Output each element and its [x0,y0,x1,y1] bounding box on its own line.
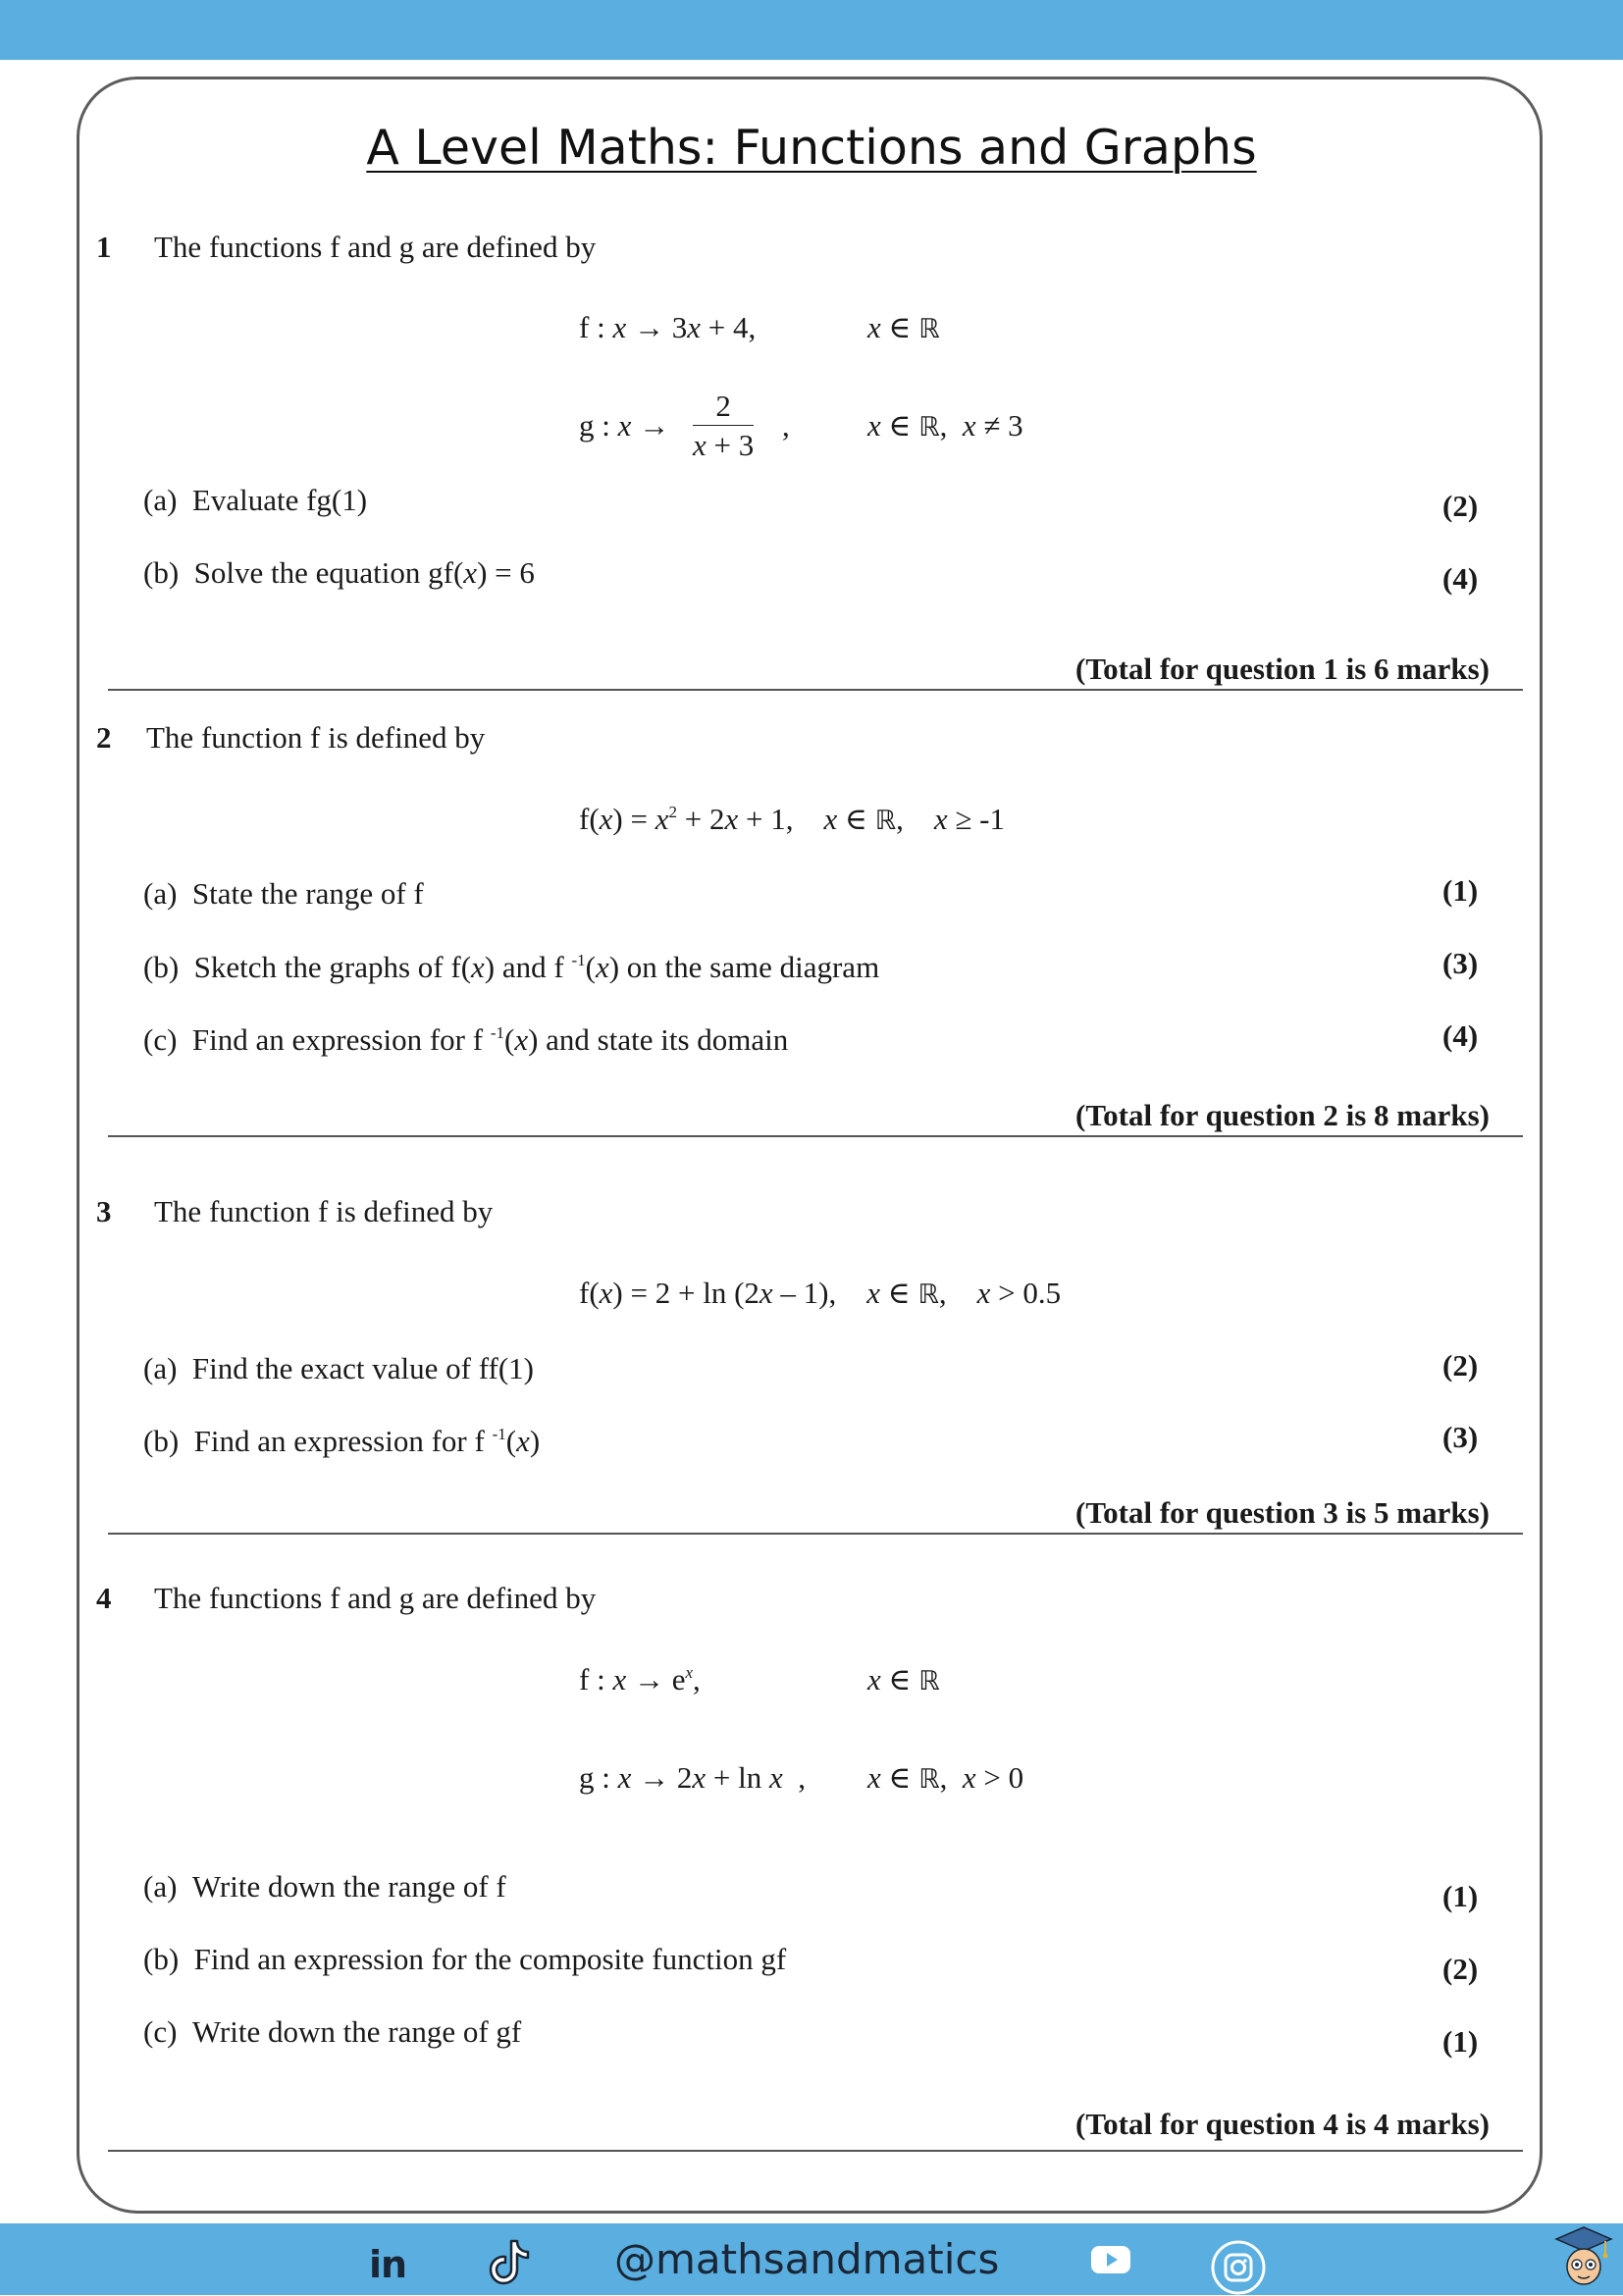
q3-dom-var: x [866,1276,881,1310]
q1-g-reals: ℝ [918,412,940,443]
q1-divider [108,689,1523,691]
q3-divider [108,1533,1523,1535]
q3-eq-var: x [599,1276,613,1310]
q2-c-var: x [514,1022,529,1057]
q4-number: 4 [96,1581,112,1615]
q2-a-text: State the range of f [191,876,424,911]
q2-c-marks: (4) [1442,1018,1479,1053]
q4-intro: The functions f and g are defined by [154,1581,597,1615]
q3-eq-mid: ) = 2 + ln (2 [612,1276,759,1310]
q2-part-b [143,952,879,982]
q4-g-definition [579,1762,806,1793]
q2-c-inverse: -1 [490,1023,504,1042]
q1-g-fraction [693,391,754,460]
q2-c-paren: ( [504,1022,515,1057]
q1-intro: The functions f and g are defined by [154,230,597,264]
q4-f-map: → e [626,1662,686,1696]
q1-g-dom-var: x [867,408,881,443]
q3-a-marks: (2) [1442,1348,1479,1383]
q2-cond: ≥ -1 [947,802,1005,836]
q2-b-inverse: -1 [571,951,586,969]
q1-f-var: x [612,310,627,344]
q1-g-cond: ≠ 3 [975,408,1023,443]
q1-g-dom-in: ∈ [880,408,919,443]
q3-b-paren: ( [505,1424,517,1458]
q1-f-definition [579,312,756,342]
q4-c-marks: (1) [1442,2024,1479,2059]
q1-b-var: x [463,555,478,590]
q1-f-map: → 3 [626,310,688,344]
q1-a-text: Evaluate fg(1) [191,483,368,517]
q3-cond-var: x [976,1276,991,1310]
q4-g-cond-var: x [962,1760,976,1795]
q4-b-marks: (2) [1442,1952,1479,1986]
q4-f-var: x [612,1662,627,1696]
q1-total: (Total for question 1 is 6 marks) [1075,652,1490,686]
q3-cond: > 0.5 [990,1276,1062,1310]
q2-part-a [143,878,424,909]
q1-b-post: ) = 6 [477,555,535,590]
q4-g-comma: , [782,1760,807,1795]
q1-f-var2: x [687,310,701,344]
q4-g-dom-in: ∈ [880,1760,919,1795]
q1-g-comma: , [782,408,790,443]
q1-part-a [143,485,367,515]
q3-eq-f: f( [579,1276,600,1310]
q4-g-map: → 2 [631,1760,693,1795]
q2-eq-square: 2 [668,803,677,821]
q2-reals: ℝ [874,806,897,836]
q1-a-marks: (2) [1442,489,1479,523]
q1-f-reals: ℝ [918,314,940,344]
q3-eq-var2: x [759,1276,773,1310]
q4-f-reals: ℝ [918,1666,940,1696]
q3-b-post: ) [529,1424,541,1458]
tiktok-icon[interactable] [488,2237,531,2286]
q3-b-var: x [516,1424,530,1458]
q1-f-dom-var: x [867,310,881,344]
mascot-icon [1554,2225,1613,2292]
q4-g-dom-sep: , [939,1760,948,1795]
q3-reals: ℝ [917,1279,939,1310]
q2-eq-f: f( [579,802,600,836]
q2-c-pre: Find an expression for f [191,1022,491,1057]
q4-g-var: x [617,1760,632,1795]
q1-g-den-var: x [693,428,707,462]
q1-g-lhs-block [579,410,669,441]
q2-part-c [143,1024,788,1055]
q4-part-b [143,1944,786,1974]
q4-f-domain [867,1664,940,1695]
q4-f-exponent: x [685,1663,694,1682]
page-title-text: A Level Maths: Functions and Graphs [366,120,1257,176]
q2-intro: The function f is defined by [146,720,486,755]
q3-b-marks: (3) [1442,1420,1479,1454]
q1-a-label: (a) [143,483,178,517]
q2-b-paren: ( [585,950,596,984]
q4-part-a [143,1871,506,1902]
q2-dom-in: ∈ [837,802,875,836]
q3-total: (Total for question 3 is 5 marks) [1075,1495,1490,1530]
q1-g-dom-sep: , [939,408,948,443]
q4-divider [108,2150,1523,2152]
q4-g-lhs: g : [579,1760,618,1795]
q2-b-var2: x [595,950,609,984]
q1-g-map: → [631,408,670,443]
q2-b-marks: (3) [1442,946,1479,980]
q2-dom-var: x [823,802,838,836]
q1-g-den-rest: + 3 [706,428,755,462]
q2-eq-rest: + 1, [738,802,794,836]
footer-handle[interactable]: @mathsandmatics [614,2235,1000,2283]
q2-eq-mid: ) = [612,802,655,836]
q1-g-denominator [693,426,754,460]
q1-g-cond-var: x [962,408,976,443]
q1-f-rest: + 4, [700,310,757,344]
q4-a-marks: (1) [1442,1879,1479,1913]
page-title [0,120,1623,176]
q4-a-text: Write down the range of f [191,1869,506,1904]
q3-dom-in: ∈ [880,1276,918,1310]
q1-g-var: x [617,408,632,443]
q4-g-var2: x [692,1760,707,1795]
q4-g-mid: + ln [706,1760,770,1795]
q3-equation [579,1278,1061,1308]
q2-c-post: ) and state its domain [528,1022,789,1057]
q4-g-var3: x [769,1760,783,1795]
q1-g-domain [867,410,1023,441]
q2-eq-var2: x [654,802,669,836]
q4-g-reals: ℝ [918,1764,940,1795]
q1-b-pre: Solve the equation gf( [193,555,464,590]
top-banner [0,0,1623,60]
q2-b-var: x [471,950,485,984]
q3-number: 3 [96,1194,112,1228]
q3-b-label: (b) [143,1424,180,1458]
q1-number: 1 [96,230,112,264]
q1-b-marks: (4) [1442,561,1479,596]
q2-eq-var: x [599,802,613,836]
q1-f-domain [867,312,940,342]
q4-b-label: (b) [143,1942,180,1976]
q1-f-dom-in: ∈ [880,310,919,344]
q1-b-label: (b) [143,555,180,590]
q2-eq-plus: + 2 [677,802,725,836]
q4-f-lhs: f : [579,1662,613,1696]
q4-total: (Total for question 4 is 4 marks) [1075,2107,1490,2141]
q2-cond-var: x [933,802,948,836]
q3-b-inverse: -1 [492,1425,506,1443]
q4-c-label: (c) [143,2014,178,2049]
q1-f-lhs: f : [579,310,613,344]
linkedin-icon[interactable] [369,2243,406,2286]
q4-b-text: Find an expression for the composite function gf [193,1942,787,1976]
q2-b-post: ) on the same diagram [608,950,880,984]
q2-dom-sep: , [896,802,904,836]
q2-b-mid: ) and f [484,950,572,984]
q2-equation [579,804,1005,834]
q1-part-b [143,557,535,588]
q4-f-dom-var: x [867,1662,881,1696]
linkedin-icon-text: in [369,2243,407,2286]
q2-number: 2 [96,720,112,755]
q4-f-dom-in: ∈ [880,1662,919,1696]
q2-divider [108,1135,1523,1137]
q4-a-label: (a) [143,1869,178,1904]
q2-a-marks: (1) [1442,873,1479,908]
q4-f-comma: , [693,1662,701,1696]
q3-a-label: (a) [143,1351,178,1385]
q3-dom-sep: , [938,1276,947,1310]
q2-b-pre: Sketch the graphs of f( [193,950,472,984]
q2-c-label: (c) [143,1022,178,1057]
q3-a-text: Find the exact value of ff(1) [191,1351,534,1385]
q3-eq-rest: – 1), [772,1276,837,1310]
q3-part-b [143,1426,540,1456]
q2-a-label: (a) [143,876,178,911]
q4-f-definition [579,1664,701,1695]
q1-g-lhs: g : [579,408,618,443]
q1-g-numerator: 2 [693,391,754,426]
q3-part-a [143,1353,534,1383]
q4-g-dom-var: x [867,1760,881,1795]
q4-part-c [143,2016,521,2047]
q4-c-text: Write down the range of gf [191,2014,522,2049]
q4-g-domain [867,1762,1023,1793]
youtube-icon[interactable] [1090,2244,1131,2275]
q2-eq-var3: x [724,802,739,836]
instagram-icon[interactable] [1210,2239,1267,2296]
q4-g-cond: > 0 [975,1760,1024,1795]
q2-total: (Total for question 2 is 8 marks) [1075,1098,1490,1132]
q2-b-label: (b) [143,950,180,984]
q3-intro: The function f is defined by [154,1194,494,1228]
q3-b-pre: Find an expression for f [193,1424,493,1458]
